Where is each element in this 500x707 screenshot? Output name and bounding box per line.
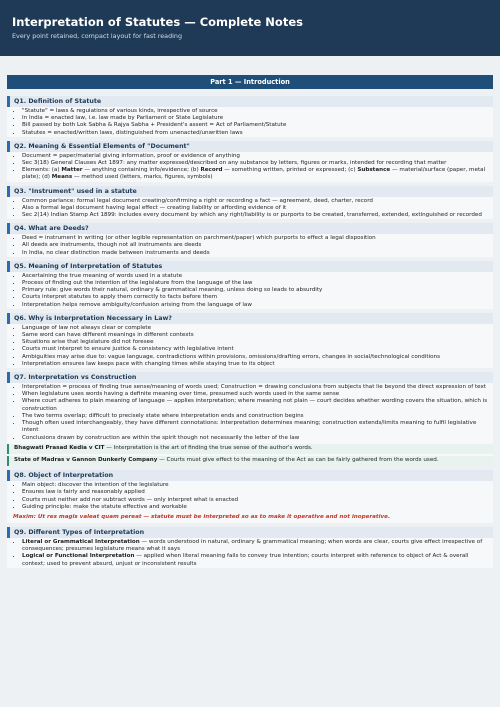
list-item: • Sec 3(18) General Clauses Act 1897: any matter expressed/described on any substance by letters, figures or marks, intended for recording that matter	[22, 160, 493, 167]
case-name: Bhagwati Prasad Kedia v CIT	[14, 444, 105, 451]
list-item: • The two terms overlap; difficult to precisely state where interpretation ends and construction begins	[22, 413, 493, 420]
part-heading: Part 1 — Introduction	[7, 75, 493, 89]
list-item: • Language of law not always clear or complete	[22, 325, 493, 332]
page-header	[0, 0, 500, 56]
list-item: • Where court adheres to plain meaning of language — applies interpretation; where meaning not plain — court decides whether wording covers the situation, which is construction	[22, 398, 493, 412]
list-item: • Interpretation ensures law keeps pace with changing times while staying true to its object	[22, 361, 493, 368]
list-item: • Ensures law is fairly and reasonably applied	[22, 489, 493, 496]
section-q3	[7, 186, 493, 220]
list-item: • Courts must interpret to ensure justice & consistency with legislative intent	[22, 346, 493, 353]
list-item: • In India, no clear distinction made between instruments and deeds	[22, 250, 493, 257]
bullet-list	[7, 325, 493, 368]
term: Means	[51, 174, 73, 181]
term: Literal or Grammatical Interpretation	[22, 538, 140, 545]
section-heading: Q3. "Instrument" used in a statute	[7, 186, 493, 197]
case-text: — Interpretation is the art of finding the true sense of the author's words.	[104, 444, 313, 451]
list-item: • Courts interpret statutes to apply them correctly to facts before them	[22, 294, 493, 301]
term: Matter	[61, 167, 83, 174]
list-item: • Though often used interchangeably, they have different connotations: interpretation determines meaning; construction extends/limits meaning to fulfil legislative intent	[22, 420, 493, 434]
list-item: • "Statute" = laws & regulations of various kinds, irrespective of source	[22, 108, 493, 115]
list-item: • Common parlance: formal legal document creating/confirming a right or recording a fact — agreement, deed, charter, record	[22, 198, 493, 205]
list-item: • Guiding principle: make the statute effective and workable	[22, 504, 493, 511]
section-heading: Q7. Interpretation vs Construction	[7, 372, 493, 383]
term: Substance	[357, 167, 391, 174]
section-q5	[7, 261, 493, 309]
list-item: • In India = enacted law, i.e. law made by Parliament or State Legislature	[22, 115, 493, 122]
section-heading: Q9. Different Types of Interpretation	[7, 527, 493, 538]
list-item: • Document = paper/material giving information, proof or evidence of anything	[22, 153, 493, 160]
bullet-list	[7, 153, 493, 182]
page-title: Interpretation of Statutes — Complete Notes	[12, 15, 303, 29]
case-name: State of Madras v Gannon Dunkerly Company	[14, 456, 158, 463]
list-item: • Ascertaining the true meaning of words used in a statute	[22, 273, 493, 280]
section-q8	[7, 470, 493, 523]
text-fragment: — anything containing info/evidence; (b)	[82, 167, 201, 174]
list-item: • Statutes = enacted/written laws, distinguished from unenacted/unwritten laws	[22, 130, 493, 137]
section-heading: Q6. Why is Interpretation Necessary in Law?	[7, 313, 493, 324]
notes-content	[0, 75, 500, 568]
list-item: • Ambiguities may arise due to: vague language, contradictions within provisions, omissions/drafting errors, changes in social/technological conditions	[22, 354, 493, 361]
bullet-list	[7, 198, 493, 220]
maxim-note: Maxim: Ut res magis valeat quam pereat — statute must be interpreted so as to make it operative and not inoperative.	[13, 513, 391, 520]
list-item: • Interpretation helps remove ambiguity/confusion arising from the language of law	[22, 302, 493, 309]
bullet-list	[7, 384, 493, 442]
section-heading: Q2. Meaning & Essential Elements of "Document"	[7, 141, 493, 152]
bullet-list	[7, 235, 493, 257]
section-heading: Q5. Meaning of Interpretation of Statutes	[7, 261, 493, 272]
section-q9	[7, 527, 493, 568]
text-fragment: — words understood in natural, ordinary & grammatical meaning; when words are clear, courts give effect irrespective of consequences; presumes legislature means what it says	[22, 538, 483, 553]
section-q7	[7, 372, 493, 466]
section-heading: Q4. What are Deeds?	[7, 223, 493, 234]
text-fragment: Elements: (a)	[22, 167, 62, 174]
list-item: • Sec 2(14) Indian Stamp Act 1899: includes every document by which any right/liability is or purports to be created, transferred, extended, extinguished or recorded	[22, 212, 493, 219]
text-fragment: — applied when literal meaning fails to convey true intention; courts interpret with reference to object of Act & overall context; used to prevent absurd, unjust or inconsistent results	[22, 553, 469, 567]
list-item	[22, 167, 493, 181]
case-text: — Courts must give effect to the meaning of the Act as can be fairly gathered from the words used.	[157, 456, 439, 463]
text-fragment: — method used (letters, marks, figures, symbols)	[72, 174, 213, 181]
list-item: • Primary rule: give words their natural, ordinary & grammatical meaning, unless doing so leads to absurdity	[22, 287, 493, 294]
bullet-list	[7, 273, 493, 309]
list-item: • Process of finding out the intention of the legislature from the language of the law	[22, 280, 493, 287]
list-item: • When legislature uses words having a definite meaning over time, presumed such words used in the same sense	[22, 391, 493, 398]
list-item: • Courts must neither add nor subtract words — only interpret what is enacted	[22, 497, 493, 504]
section-q4	[7, 223, 493, 257]
page-subtitle: Every point retained, compact layout for fast reading	[12, 32, 183, 40]
section-q2	[7, 141, 493, 182]
text-fragment: — something written, printed or expressed; (c)	[222, 167, 358, 174]
section-q6	[7, 313, 493, 368]
list-item: • Conclusions drawn by construction are within the spirit though not necessarily the letter of the law	[22, 435, 493, 442]
term: Record	[200, 167, 223, 174]
bullet-list	[7, 108, 493, 137]
section-q1	[7, 96, 493, 137]
bullet-list	[7, 539, 493, 568]
case-note	[7, 444, 493, 454]
text-fragment: — material/surface (paper, metal plate); (d)	[22, 167, 486, 181]
list-item: • Situations arise that legislature did not foresee	[22, 339, 493, 346]
list-item: • Also a formal legal document having legal effect — creating liability or affording evidence of it	[22, 205, 493, 212]
section-heading: Q1. Definition of Statute	[7, 96, 493, 107]
list-item: • Interpretation = process of finding true sense/meaning of words used; Construction = drawing conclusions from subjects that lie beyond the direct expression of text	[22, 384, 493, 391]
list-item: • Same word can have different meanings in different contexts	[22, 332, 493, 339]
list-item: • Main object: discover the intention of the legislature	[22, 482, 493, 489]
list-item: • Deed = instrument in writing (or other legible representation on parchment/paper) which purports to effect a legal disposition	[22, 235, 493, 242]
list-item	[22, 539, 493, 553]
case-note	[7, 456, 493, 466]
term: Logical or Functional Interpretation	[22, 553, 135, 560]
list-item	[22, 553, 493, 567]
section-heading: Q8. Object of Interpretation	[7, 470, 493, 481]
list-item: • Bill passed by both Lok Sabha & Rajya Sabha + President's assent = Act of Parliament/Statute	[22, 122, 493, 129]
bullet-list	[7, 482, 493, 511]
list-item: • All deeds are instruments, though not all instruments are deeds	[22, 242, 493, 249]
